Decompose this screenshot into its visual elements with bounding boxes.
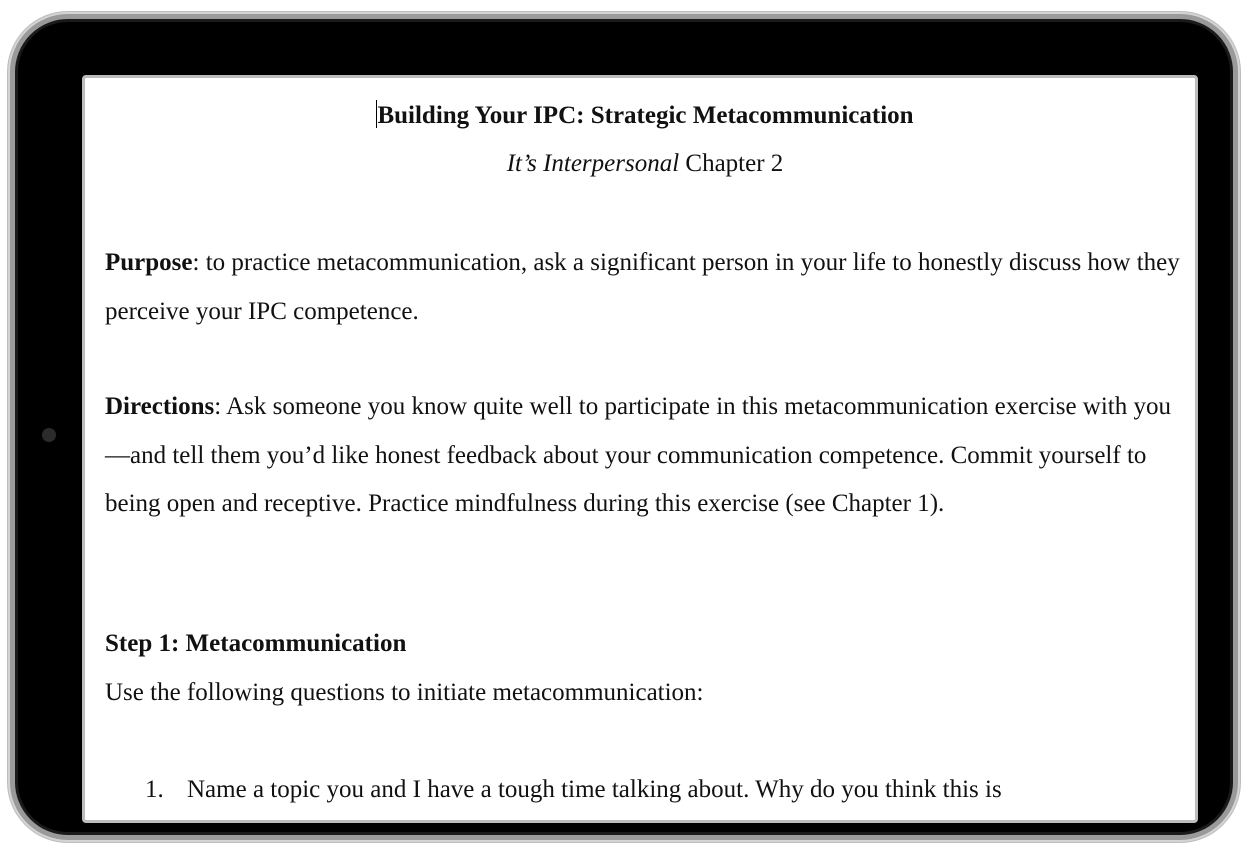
camera-icon (42, 428, 56, 442)
directions-paragraph (105, 383, 1185, 529)
list-item-text: Name a topic you and I have a tough time talking about. Why do you think this is (187, 776, 1002, 803)
tablet-frame (10, 14, 1238, 840)
chapter-label: Chapter 2 (679, 150, 784, 177)
list-item (145, 774, 1198, 806)
purpose-label: Purpose (105, 249, 193, 276)
document-title (105, 100, 1185, 132)
purpose-text: : to practice metacommunication, ask a significant person in your life to honestly discuss how they perceive your IPC competence. (105, 249, 1180, 325)
directions-text: : Ask someone you know quite well to participate in this metacommunication exercise with you—and tell them you’d like honest feedback about your communication competence. Commit yourself to being open and receptive. Practice mindfulness during this exercise (see Chapter 1). (105, 393, 1171, 517)
list-item-number: 1. (145, 776, 164, 803)
book-title: It’s Interpersonal (506, 150, 680, 177)
step1-heading: Step 1: Metacommunication (105, 630, 407, 657)
purpose-paragraph (105, 239, 1185, 336)
document-title-text: Building Your IPC: Strategic Metacommunication (377, 102, 914, 129)
document-screen[interactable] (82, 75, 1198, 823)
directions-label: Directions (105, 393, 215, 420)
document-subtitle (105, 148, 1185, 180)
step1-intro: Use the following questions to initiate metacommunication: (105, 679, 704, 706)
